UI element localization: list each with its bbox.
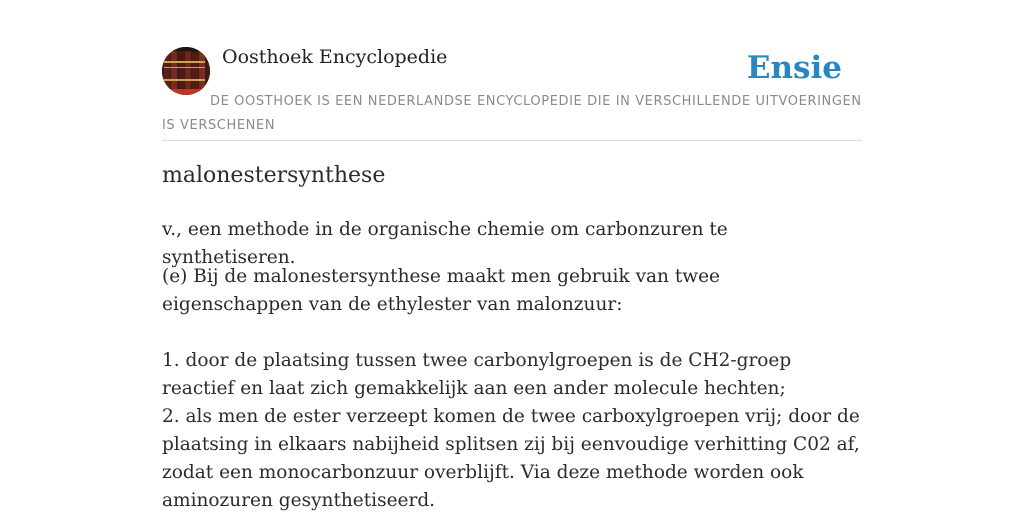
source-header bbox=[162, 0, 862, 141]
paragraph-gap bbox=[162, 319, 862, 347]
article-intro: (e) Bij de malonestersynthese maakt men gebruik van twee eigenschappen van de ethylester van malonzuur: bbox=[162, 266, 721, 315]
source-tagline: DE OOSTHOEK IS EEN NEDERLANDSE ENCYCLOPEDIE DIE IN VERSCHILLENDE UITVOERINGEN IS VERSCHENEN bbox=[162, 94, 862, 133]
article-title: malonestersynthese bbox=[162, 163, 386, 188]
article-definition: v., een methode in de organische chemie om carbonzuren te synthetiseren. bbox=[162, 219, 728, 268]
article-point-1: 1. door de plaatsing tussen twee carbonylgroepen is de CH2-groep reactief en laat zich gemakkelijk aan een ander molecule hechten; bbox=[162, 350, 792, 399]
article-body bbox=[162, 263, 862, 512]
encyclopedia-books-icon[interactable] bbox=[162, 47, 210, 95]
page-container bbox=[162, 0, 862, 511]
article-point-2: 2. als men de ester verzeept komen de twee carboxylgroepen vrij; door de plaatsing in elkaars nabijheid splitsen zij bij eenvoudige verhitting C02 af, zodat een monocarbonzuur overblijft. Via deze methode worden ook aminozuren gesynthetiseerd. bbox=[162, 406, 860, 511]
ensie-logo[interactable]: Ensie bbox=[746, 50, 842, 86]
source-name[interactable]: Oosthoek Encyclopedie bbox=[222, 46, 448, 68]
